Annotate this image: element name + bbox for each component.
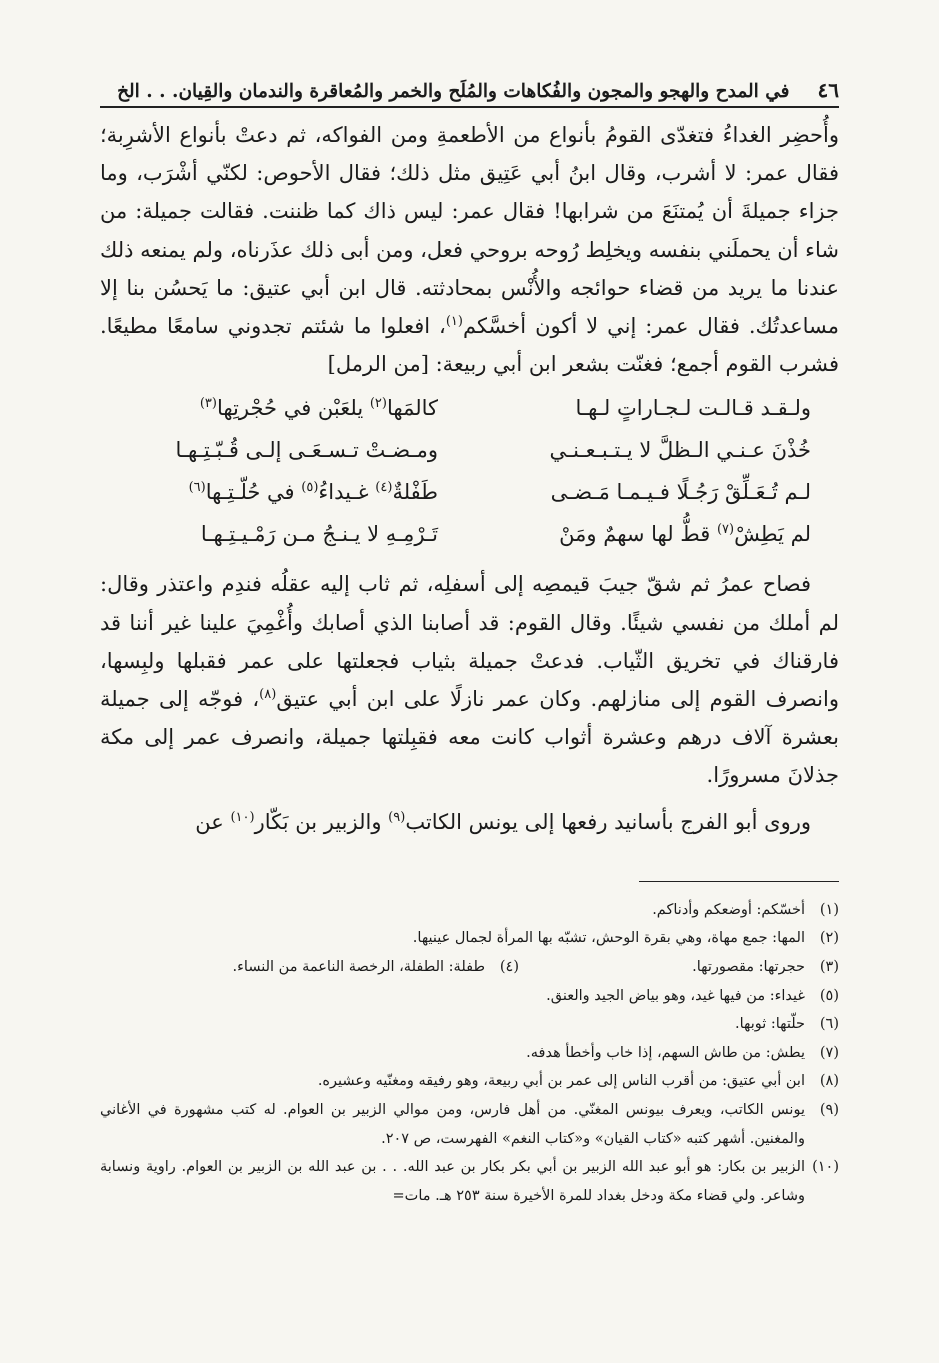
running-title: في المدح والهجو والمجون والفُكاهات والمُلَح والخمر والمُعاقرة والندمان والقِيان. . . الخ <box>117 81 790 102</box>
footnote-9: (٩) يونس الكاتب، ويعرف بيونس المغنّي. من أهل فارس، ومن موالي الزبير بن العوام. له كتب مشهورة في الأغاني والمغنين. أشهر كتبه «كتاب القيان» و«كتاب النغم» الفهرست، ص ٢٠٧. <box>100 1102 839 1147</box>
footnote-5: (٥) غيداء: من فيها غيد، وهو بياض الجيد والعنق. <box>546 987 839 1004</box>
verse-first-hemistich <box>521 471 811 513</box>
footnote-row-3-4 <box>100 953 839 982</box>
text-run: وروى أبو الفرج بأسانيد رفعها إلى يونس الكاتب <box>405 809 811 834</box>
footnote-8: (٨) ابن أبي عتيق: من أقرب الناس إلى عمر بن أبي ربيعة، وهو رفيقه ومغنّيه وعشيره. <box>317 1073 839 1090</box>
poem <box>100 387 839 555</box>
main-text <box>100 116 839 841</box>
text-run: ومـضـتْ تـسـعَـى إلـى قُـبّـتِـهـا <box>175 438 438 463</box>
text-run: تَـرْمِـهِ لا يـنـجُ مـن رَمْـيـتِـهـا <box>200 522 438 547</box>
footnote-10: (١٠) الزبير بن بكار: هو أبو عبد الله الزبير بن أبي بكر بكار بن عبد الله. . . بن عبد الله بن الزبير بن العوام. راوية ونسابة وشاعر. ولي قضاء مكة ودخل بغداد للمرة الأخيرة سنة ٢٥٣ هـ. مات= <box>100 1159 839 1204</box>
text-run: يلعَبْن في حُجْرتِها <box>216 396 370 421</box>
text-run: فصاح عمرُ ثم شقّ جيبَ قيمصِه إلى أسفلِه، ثم ثاب إليه عقلُه فندِم واعتذر وقال: لم أملك من نفسي شيئًا. وقال القوم: قد أصابنا الذي أصابك وأُغْمِيَ علينا غير أننا قد فارقناك في تخريق الثّياب. فدعتْ جميلة بثياب فجعلتها على عمر فقبلها ولبِسها، وانصرف القوم إلى منازلهم. وكان عمر نازلًا على ابن أبي عتيق <box>100 572 839 712</box>
text-run: طَفْلةٌ <box>392 480 438 505</box>
footnote-reference: (٢) <box>369 396 387 412</box>
footnote-1: (١) أخسّكم: أوضعكم وأدناكم. <box>652 901 839 918</box>
text-run: كالمَها <box>386 396 438 421</box>
footnote-reference: (٥) <box>301 480 319 496</box>
paragraph <box>100 116 839 383</box>
footnotes <box>100 896 839 1211</box>
verse-second-hemistich <box>148 513 438 555</box>
text-run: في حُلّـتِـها <box>205 480 302 505</box>
footnote-reference: (٨) <box>259 687 277 703</box>
text-run: وأُحضِر الغداءُ فتغدّى القومُ بأنواع من الأطعمةِ ومن الفواكه، ثم دعتْ بأنواع الأشرِبة؛ فقال عمر: لا أشرب، وقال ابنُ أبي عَتِيق مثل ذلك؛ فقال الأحوص: لكنّي أشْرَب، وما جزاء جميلةَ أن يُمتنَعَ من شرابها! فقال عمر: ليس ذاك كما ظننت. فقالت جميلة: من شاء أن يحملَني بنفسه ويخلِط رُوحه بروحي فعل، ومن أبى ذلك عذَرناه، ولم يمنعه ذلك عندنا ما يريد من قضاء حوائجه والأُنْس بمحادثته. قال ابن أبي عتيق: ما يَحسُن بنا إلا مساعدتُك. فقال عمر: إني لا أكون أخسَّكم <box>100 123 839 339</box>
verse-second-hemistich <box>148 471 438 513</box>
verse-second-hemistich <box>148 387 438 429</box>
footnote-3: (٣) حجرتها: مقصورتها. <box>692 959 839 976</box>
footnote-reference: (١٠) <box>230 809 255 825</box>
text-run: ولـقـد قـالـت لـجـاراتٍ لـهـا <box>575 396 811 421</box>
text-run: عن <box>195 809 231 834</box>
page-number: ٤٦ <box>817 78 839 102</box>
paragraph <box>100 565 839 794</box>
verse-second-hemistich <box>148 429 438 471</box>
footnote-reference: (٤) <box>375 480 393 496</box>
footnote-reference: (٣) <box>199 396 217 412</box>
footnote-reference: (٦) <box>188 480 206 496</box>
footnote-divider <box>639 881 839 882</box>
verse-first-hemistich <box>521 387 811 429</box>
footnote-reference: (١) <box>445 314 463 330</box>
footnote-reference: (٧) <box>716 522 735 538</box>
verse-first-hemistich <box>521 513 811 555</box>
footnote-reference: (٩) <box>388 809 406 825</box>
verse-line <box>100 471 839 513</box>
footnote-2: (٢) المها: جمع مهاة، وهي بقرة الوحش، تشبّه بها المرأة لجمال عينيها. <box>412 930 839 947</box>
footnote-7: (٧) يطش: من طاش السهم، إذا خاب وأخطأ هدفه. <box>526 1044 839 1061</box>
text-run: والزبير بن بَكّار <box>254 809 389 834</box>
text-run: غـيداءُ <box>318 480 376 505</box>
page-header <box>100 78 839 108</box>
text-run: لـم تُـعَـلِّقْ رَجُـلًا فـيـمـا مَـضـى <box>550 480 811 505</box>
footnote-4: (٤) طفلة: الطفلة، الرخصة الناعمة من النساء. <box>232 959 519 976</box>
text-run: ، فوجّه إلى جميلة بعشرة آلاف درهم وعشرة أثواب كانت معه فقبِلتها جميلة، وانصرف عمر إلى مكة جذلانَ مسرورًا. <box>100 687 839 788</box>
text-run: ، افعلوا ما شئتم تجدوني سامعًا مطيعًا. فشرب القوم أجمع؛ فغنّت بشعر ابن أبي ربيعة: [من الرمل] <box>100 314 839 377</box>
paragraph <box>100 803 839 841</box>
text-run: لم يَطِشْ <box>734 522 811 547</box>
verse-first-hemistich <box>521 429 811 471</box>
text-run: خُذْنَ عـنـي الـظلَّ لا يـتـبـعـنـي <box>549 438 811 463</box>
text-run: قطُّ لها سهمٌ ومَنْ <box>559 522 717 547</box>
verse-line <box>100 387 839 429</box>
verse-line <box>100 429 839 471</box>
verse-line <box>100 513 839 555</box>
footnote-6: (٦) حلّتها: ثوبها. <box>734 1016 839 1033</box>
